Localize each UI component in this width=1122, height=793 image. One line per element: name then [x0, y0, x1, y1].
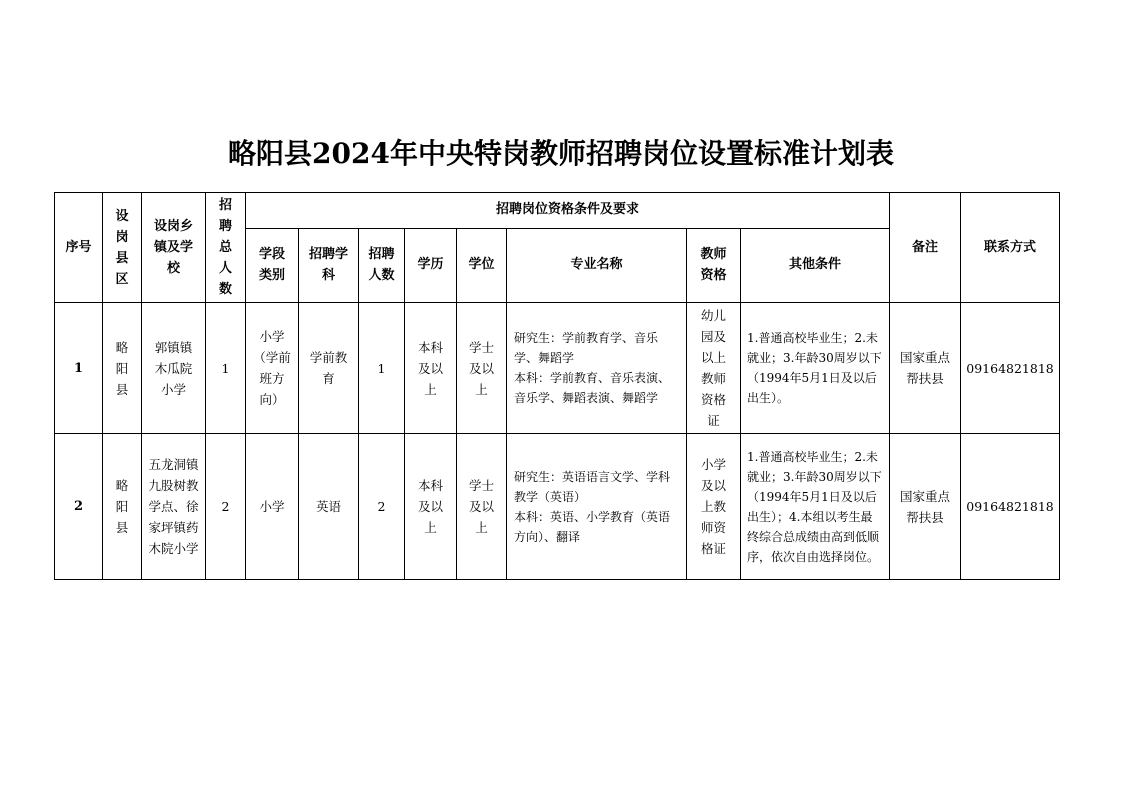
row-degree-text: 学士及以上 [468, 478, 494, 535]
row-subject: 英语 [299, 434, 359, 580]
row-school-text: 五龙洞镇九股树教学点、徐家坪镇药木院小学 [148, 457, 199, 556]
table-row [55, 434, 1060, 580]
row-school [142, 303, 206, 434]
header-stage-text: 学段类别 [258, 247, 285, 284]
row-total: 2 [206, 434, 246, 580]
row-major [507, 303, 687, 434]
row-cert-text: 幼儿园及以上教师资格证 [700, 308, 726, 428]
header-count-text: 招聘人数 [368, 247, 395, 284]
header-subject [299, 228, 359, 302]
row-stage-text: 小学（学前班方向） [253, 329, 291, 407]
row-degree-text: 学士及以上 [468, 339, 494, 397]
row-school [142, 434, 206, 580]
row-education-text: 本科及以上 [417, 339, 443, 397]
row-degree [457, 434, 507, 580]
header-other: 其他条件 [741, 228, 890, 302]
header-county-text: 设岗县区 [115, 208, 129, 287]
row-note-text: 国家重点帮扶县 [900, 350, 951, 386]
row-seq: 1 [55, 303, 103, 434]
header-cert-text: 教师资格 [700, 247, 727, 284]
row-subject [299, 303, 359, 434]
header-school-text: 设岗乡镇及学校 [153, 219, 193, 276]
row-note [890, 303, 961, 434]
row-degree [457, 303, 507, 434]
row-other: 1.普通高校毕业生；2.未就业；3.年龄30周岁以下（1994年5月1日及以后出生）；4.本组以考生最终综合总成绩由高到低顺序，依次自由选择岗位。 [741, 434, 890, 580]
row-major-graduate: 研究生：学前教育学、音乐学、舞蹈学 [514, 331, 659, 365]
header-row-1 [55, 193, 1060, 229]
row-education-text: 本科及以上 [417, 478, 443, 535]
header-county [103, 193, 142, 303]
header-major: 专业名称 [507, 228, 687, 302]
header-total [206, 193, 246, 303]
header-group: 招聘岗位资格条件及要求 [246, 193, 890, 229]
header-note: 备注 [890, 193, 961, 303]
row-cert [687, 434, 741, 580]
row-cert-text: 小学及以上教师资格证 [700, 457, 726, 556]
row-county [103, 434, 142, 580]
header-degree: 学位 [457, 228, 507, 302]
row-total: 1 [206, 303, 246, 434]
header-school [142, 193, 206, 303]
row-note-text: 国家重点帮扶县 [900, 488, 951, 525]
row-seq: 2 [55, 434, 103, 580]
row-county-text: 略阳县 [115, 478, 129, 535]
row-stage: 小学 [246, 434, 299, 580]
row-contact: 09164821818 [961, 303, 1060, 434]
row-other: 1.普通高校毕业生；2.未就业；3.年龄30周岁以下（1994年5月1日及以后出生）。 [741, 303, 890, 434]
row-major [507, 434, 687, 580]
row-cert [687, 303, 741, 434]
row-count: 1 [359, 303, 405, 434]
header-education: 学历 [405, 228, 457, 302]
row-major-graduate: 研究生：英语语言文学、学科教学（英语） [514, 469, 671, 504]
row-stage [246, 303, 299, 434]
row-count: 2 [359, 434, 405, 580]
row-major-undergraduate: 本科：学前教育、音乐表演、音乐学、舞蹈表演、舞蹈学 [514, 371, 671, 405]
row-county [103, 303, 142, 434]
row-county-text: 略阳县 [115, 339, 129, 397]
header-contact: 联系方式 [961, 193, 1060, 303]
page-title: 略阳县2024年中央特岗教师招聘岗位设置标准计划表 [228, 137, 894, 170]
row-education [405, 434, 457, 580]
table-row [55, 303, 1060, 434]
row-school-text: 郭镇镇木瓜院小学 [154, 339, 193, 397]
row-education [405, 303, 457, 434]
header-total-text: 招聘总人数 [218, 198, 232, 297]
header-cert [687, 228, 741, 302]
row-contact: 09164821818 [961, 434, 1060, 580]
header-subject-text: 招聘学科 [308, 247, 348, 284]
header-stage [246, 228, 299, 302]
header-count [359, 228, 405, 302]
header-seq: 序号 [55, 193, 103, 303]
row-note [890, 434, 961, 580]
row-subject-text: 学前教育 [309, 350, 348, 386]
recruitment-plan-table [54, 192, 1060, 580]
row-major-undergraduate: 本科：英语、小学教育（英语方向）、翻译 [514, 509, 671, 544]
